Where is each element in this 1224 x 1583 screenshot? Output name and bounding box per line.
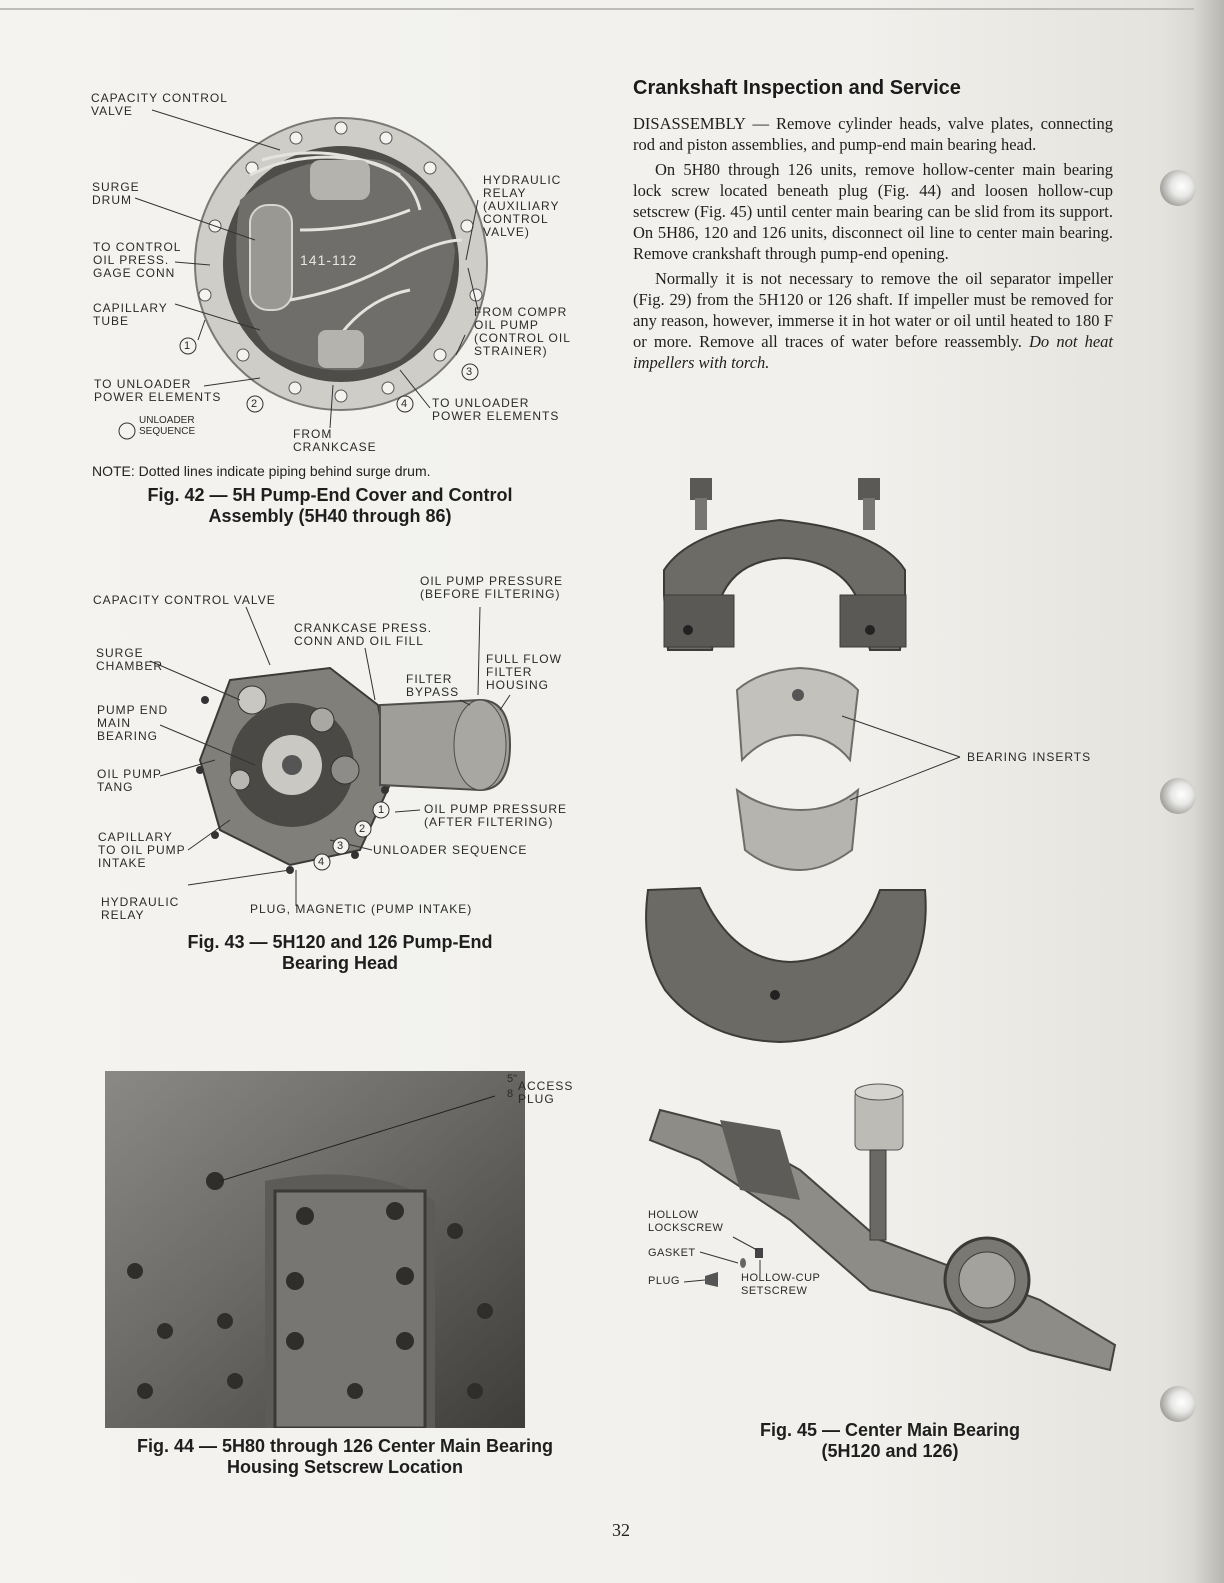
fig43-label-surge-chamber: SURGE CHAMBER	[96, 646, 164, 673]
fig42-label-hydraulic-relay: HYDRAULIC RELAY (AUXILIARY CONTROL VALVE)	[483, 173, 562, 239]
fig43-label-pump-end: PUMP END MAIN BEARING	[97, 703, 169, 743]
fig42-label-to-unloader-left: TO UNLOADER POWER ELEMENTS	[94, 377, 222, 404]
fig42-caption: Fig. 42 — 5H Pump-End Cover and Control Assembly (5H40 through 86)	[147, 485, 513, 526]
seq-num-2-fig43: 2	[359, 823, 367, 835]
fig45-label-hollow-lockscrew: HOLLOW LOCKSCREW	[648, 1209, 724, 1234]
paragraph-impeller	[633, 268, 1113, 373]
fig43-label-oil-pump-before: OIL PUMP PRESSURE (BEFORE FILTERING)	[420, 574, 564, 601]
seq-num-1-fig43: 1	[378, 804, 386, 816]
fig42-label-from-compr: FROM COMPR OIL PUMP (CONTROL OIL STRAINER)	[474, 305, 571, 358]
seq-num-3-fig42: 3	[466, 366, 474, 378]
fig45-label-gasket: GASKET	[648, 1247, 696, 1259]
fig44-fraction-num: 5"	[507, 1073, 518, 1085]
fig43-label-filter-bypass: FILTER BYPASS	[406, 672, 460, 699]
fig44-fraction-den: 8	[507, 1088, 514, 1100]
fig42-note: NOTE: Dotted lines indicate piping behind surge drum.	[92, 463, 431, 479]
fig43-label-capacity-control-valve: CAPACITY CONTROL VALVE	[93, 593, 276, 607]
fig45-label-hollow-cup: HOLLOW-CUP SETSCREW	[741, 1272, 821, 1297]
fig43-label-hydraulic-relay: HYDRAULIC RELAY	[101, 895, 180, 922]
fig44-caption: Fig. 44 — 5H80 through 126 Center Main Bearing Housing Setscrew Location	[136, 1436, 554, 1477]
fig42-label-capacity-control-valve: CAPACITY CONTROL VALVE	[91, 91, 228, 118]
fig43-label-full-flow: FULL FLOW FILTER HOUSING	[486, 652, 562, 692]
seq-num-4-fig42: 4	[401, 398, 409, 410]
fig43-label-oil-pump-after: OIL PUMP PRESSURE (AFTER FILTERING)	[424, 802, 568, 829]
seq-num-1-fig42: 1	[184, 340, 192, 352]
fig43-label-crankcase-press: CRANKCASE PRESS. CONN AND OIL FILL	[294, 621, 433, 648]
fig42-plate-marking: 141-112	[300, 252, 358, 268]
fig42-label-from-crankcase: FROM CRANKCASE	[293, 427, 377, 454]
seq-num-3-fig43: 3	[337, 840, 345, 852]
fig42-label-unloader-sequence: UNLOADER SEQUENCE	[139, 415, 196, 437]
paragraph-disassembly: DISASSEMBLY — Remove cylinder heads, valve plates, connecting rod and piston assemblies, and pump-end main bearing head.	[633, 114, 1113, 154]
seq-num-4-fig43: 4	[318, 856, 326, 868]
body-text	[633, 113, 1113, 377]
fig42-label-to-control-oil: TO CONTROL OIL PRESS. GAGE CONN	[93, 240, 182, 280]
seq-num-2-fig42: 2	[251, 398, 259, 410]
fig43-label-capillary: CAPILLARY TO OIL PUMP INTAKE	[98, 830, 186, 870]
fig43-caption: Fig. 43 — 5H120 and 126 Pump-End Bearing Head	[187, 932, 493, 973]
fig43-label-plug-magnetic: PLUG, MAGNETIC (PUMP INTAKE)	[250, 902, 473, 916]
page-number: 32	[612, 1520, 630, 1540]
fig44-label-access-plug: ACCESS PLUG	[518, 1079, 574, 1106]
fig45-label-plug: PLUG	[648, 1275, 680, 1287]
paragraph-impeller-warning: Do not heat impellers with torch.	[633, 332, 1114, 372]
paragraph-impeller-main: Normally it is not necessary to remove the oil separator impeller (Fig. 29) from the 5H120 or 126 shaft. If impeller must be removed for any reason, however, immerse it in hot water or oil until heated to 180 F or more. Remove all traces of water before reassembly.	[633, 269, 1113, 351]
fig43-label-unloader-sequence: UNLOADER SEQUENCE	[373, 843, 528, 857]
paragraph-removal: On 5H80 through 126 units, remove hollow-center main bearing lock screw located beneath plug (Fig. 44) and loosen hollow-cup setscrew (Fig. 45) until center main bearing can be slid from its support. On 5H86, 120 and 126 units, disconnect oil line to center main bearing. Remove crankshaft through pump-end opening.	[633, 160, 1113, 263]
fig42-label-surge-drum: SURGE DRUM	[92, 180, 140, 207]
fig45-caption: Fig. 45 — Center Main Bearing (5H120 and 126)	[759, 1420, 1021, 1461]
section-heading: Crankshaft Inspection and Service	[633, 77, 961, 99]
fig42-label-capillary-tube: CAPILLARY TUBE	[93, 301, 168, 328]
bearing-inserts-label: BEARING INSERTS	[967, 750, 1092, 764]
fig42-label-to-unloader-right: TO UNLOADER POWER ELEMENTS	[432, 396, 560, 423]
fig43-label-oil-pump-tang: OIL PUMP TANG	[97, 767, 162, 794]
